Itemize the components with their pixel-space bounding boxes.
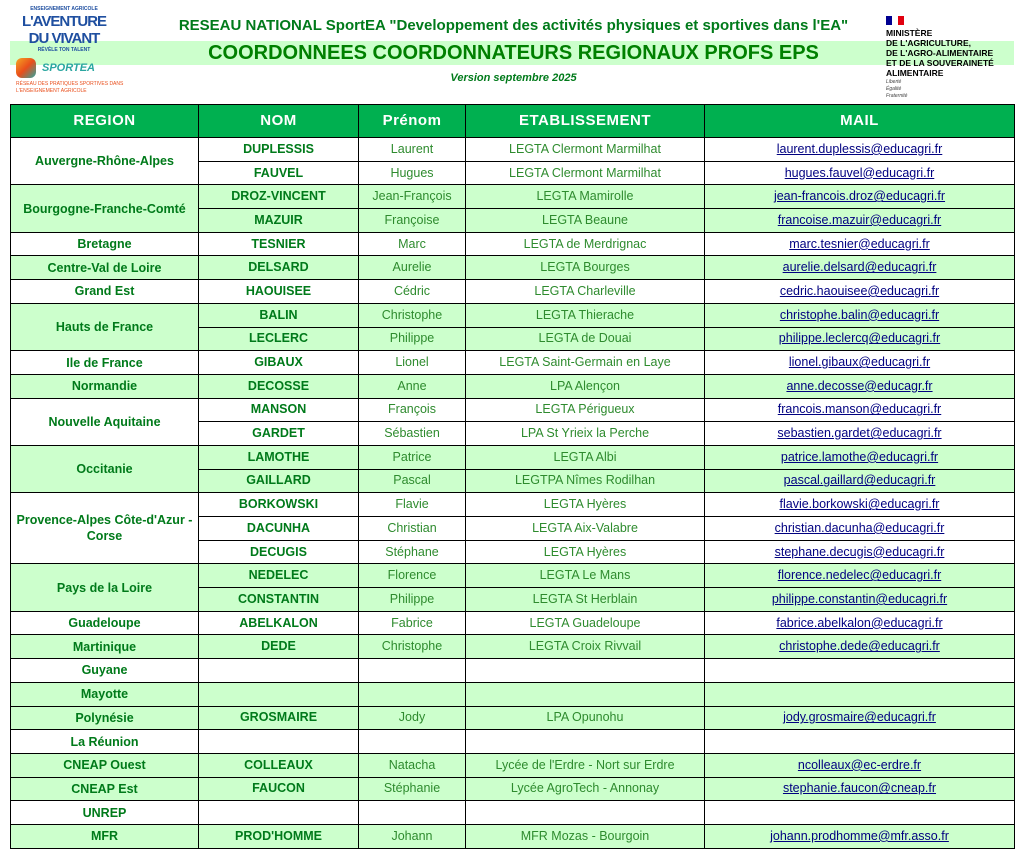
mail-link[interactable]: fabrice.abelkalon@educagri.fr (705, 611, 1015, 635)
prenom-cell: Fabrice (359, 611, 466, 635)
table-row (11, 801, 1015, 825)
nom-cell: TESNIER (199, 232, 359, 256)
mail-link[interactable]: stephane.decugis@educagri.fr (705, 540, 1015, 564)
table-row (11, 303, 1015, 327)
sportea-logo (16, 58, 126, 102)
etab-cell (466, 801, 705, 825)
table-row (11, 824, 1015, 848)
nom-cell: DELSARD (199, 256, 359, 280)
etab-cell: LEGTA Guadeloupe (466, 611, 705, 635)
mail-link[interactable]: christophe.balin@educagri.fr (705, 303, 1015, 327)
nom-cell: DACUNHA (199, 517, 359, 541)
nom-cell: DROZ-VINCENT (199, 185, 359, 209)
nom-cell: MANSON (199, 398, 359, 422)
etab-cell: LEGTA Beaune (466, 209, 705, 233)
mail-link[interactable]: florence.nedelec@educagri.fr (705, 564, 1015, 588)
table-row (11, 280, 1015, 304)
column-header-prenom: Prénom (359, 105, 466, 138)
mail-link[interactable]: stephanie.faucon@cneap.fr (705, 777, 1015, 801)
prenom-cell: Anne (359, 374, 466, 398)
nom-cell: ABELKALON (199, 611, 359, 635)
etab-cell: LEGTA Croix Rivvail (466, 635, 705, 659)
etab-cell (466, 682, 705, 706)
mail-link[interactable]: johann.prodhomme@mfr.asso.fr (705, 824, 1015, 848)
nom-cell: LAMOTHE (199, 445, 359, 469)
nom-cell: BORKOWSKI (199, 493, 359, 517)
prenom-cell: Christian (359, 517, 466, 541)
nom-cell: DECOSSE (199, 374, 359, 398)
nom-cell: DEDE (199, 635, 359, 659)
etab-cell: Lycée de l'Erdre - Nort sur Erdre (466, 753, 705, 777)
column-header-mail: MAIL (705, 105, 1015, 138)
coordinators-table (10, 104, 1015, 849)
etab-cell: LEGTPA Nîmes Rodilhan (466, 469, 705, 493)
sportea-subtitle: RÉSEAU DES PRATIQUES SPORTIVES DANS L'ENSEIGNEMENT AGRICOLE (16, 81, 126, 95)
logo-tagline: RÉVÈLE TON TALENT (37, 47, 91, 53)
prenom-cell: Jody (359, 706, 466, 730)
nom-cell: GIBAUX (199, 351, 359, 375)
prenom-cell: Cédric (359, 280, 466, 304)
prenom-cell: Flavie (359, 493, 466, 517)
mail-link[interactable]: hugues.fauvel@educagri.fr (705, 161, 1015, 185)
network-title: RESEAU NATIONAL SportEA "Developpement des activités physiques et sportives dans l'EA" (178, 17, 849, 34)
table-row (11, 185, 1015, 209)
mail-link[interactable]: pascal.gaillard@educagri.fr (705, 469, 1015, 493)
prenom-cell: Patrice (359, 445, 466, 469)
table-row (11, 777, 1015, 801)
nom-cell: BALIN (199, 303, 359, 327)
nom-cell (199, 730, 359, 754)
mail-link[interactable]: jody.grosmaire@educagri.fr (705, 706, 1015, 730)
mail-link[interactable]: ncolleaux@ec-erdre.fr (705, 753, 1015, 777)
table-row (11, 232, 1015, 256)
ministry-line: DE L'AGRO-ALIMENTAIRE (886, 48, 994, 58)
region-cell: Centre-Val de Loire (11, 256, 199, 280)
table-row (11, 398, 1015, 422)
prenom-cell: Stéphanie (359, 777, 466, 801)
prenom-cell: Johann (359, 824, 466, 848)
logo-main-text-2: DU VIVANT (28, 30, 100, 47)
table-row (11, 256, 1015, 280)
region-cell: Mayotte (11, 682, 199, 706)
mail-link[interactable]: marc.tesnier@educagri.fr (705, 232, 1015, 256)
etab-cell: LEGTA de Merdrignac (466, 232, 705, 256)
etab-cell: LEGTA Le Mans (466, 564, 705, 588)
nom-cell (199, 659, 359, 683)
ministry-line: ET DE LA SOUVERAINETÉ (886, 58, 994, 68)
prenom-cell: Marc (359, 232, 466, 256)
prenom-cell: Florence (359, 564, 466, 588)
etab-cell: LPA St Yrieix la Perche (466, 422, 705, 446)
ministry-motto: Liberté (886, 79, 902, 85)
table-row (11, 611, 1015, 635)
prenom-cell: Philippe (359, 588, 466, 612)
etab-cell: LEGTA Bourges (466, 256, 705, 280)
version-label: Version septembre 2025 (450, 72, 577, 84)
ministry-motto: Fraternité (886, 93, 908, 99)
mail-link[interactable]: anne.decosse@educagr.fr (705, 374, 1015, 398)
french-flag-icon (886, 16, 904, 25)
nom-cell: MAZUIR (199, 209, 359, 233)
table-row (11, 682, 1015, 706)
prenom-cell: Françoise (359, 209, 466, 233)
region-cell: Polynésie (11, 706, 199, 730)
etab-cell: LEGTA de Douai (466, 327, 705, 351)
nom-cell (199, 682, 359, 706)
region-cell: Grand Est (11, 280, 199, 304)
mail-link[interactable]: laurent.duplessis@educagri.fr (705, 138, 1015, 162)
etab-cell: LEGTA Charleville (466, 280, 705, 304)
prenom-cell: Lionel (359, 351, 466, 375)
etab-cell: LEGTA Périgueux (466, 398, 705, 422)
ministry-line: ALIMENTAIRE (886, 68, 944, 78)
etab-cell: LEGTA Aix-Valabre (466, 517, 705, 541)
etab-cell: LEGTA Clermont Marmilhat (466, 161, 705, 185)
etab-cell: LEGTA Albi (466, 445, 705, 469)
prenom-cell: Sébastien (359, 422, 466, 446)
nom-cell: FAUVEL (199, 161, 359, 185)
prenom-cell: François (359, 398, 466, 422)
prenom-cell: Laurent (359, 138, 466, 162)
prenom-cell: Hugues (359, 161, 466, 185)
sportea-name: SPORTEA (42, 62, 95, 74)
table-row (11, 351, 1015, 375)
mail-link[interactable]: francois.manson@educagri.fr (705, 398, 1015, 422)
page-title: COORDONNEES COORDONNATEURS REGIONAUX PROFS EPS (208, 42, 819, 64)
prenom-cell (359, 659, 466, 683)
ministry-line: DE L'AGRICULTURE, (886, 38, 971, 48)
region-cell: UNREP (11, 801, 199, 825)
etab-cell: LEGTA Clermont Marmilhat (466, 138, 705, 162)
region-cell: Provence-Alpes Côte-d'Azur - Corse (11, 493, 199, 564)
nom-cell: LECLERC (199, 327, 359, 351)
ministry-line: MINISTÈRE (886, 28, 933, 38)
sportea-emblem-icon (16, 58, 36, 78)
region-cell: MFR (11, 824, 199, 848)
nom-cell: DECUGIS (199, 540, 359, 564)
nom-cell (199, 801, 359, 825)
column-header-nom: NOM (199, 105, 359, 138)
mail-link[interactable]: christophe.dede@educagri.fr (705, 635, 1015, 659)
table-row (11, 753, 1015, 777)
mail-link[interactable]: sebastien.gardet@educagri.fr (705, 422, 1015, 446)
etab-cell: LEGTA St Herblain (466, 588, 705, 612)
prenom-cell: Christophe (359, 303, 466, 327)
column-header-region: REGION (11, 105, 199, 138)
nom-cell: PROD'HOMME (199, 824, 359, 848)
prenom-cell: Natacha (359, 753, 466, 777)
table-row (11, 493, 1015, 517)
region-cell: Ile de France (11, 351, 199, 375)
region-cell: CNEAP Est (11, 777, 199, 801)
etab-cell: MFR Mozas - Bourgoin (466, 824, 705, 848)
region-cell: Occitanie (11, 445, 199, 492)
logo-small-text: ENSEIGNEMENT AGRICOLE (30, 6, 98, 12)
region-cell: Hauts de France (11, 303, 199, 350)
table-row (11, 730, 1015, 754)
nom-cell: GROSMAIRE (199, 706, 359, 730)
nom-cell: DUPLESSIS (199, 138, 359, 162)
etab-cell: Lycée AgroTech - Annonay (466, 777, 705, 801)
region-cell: Pays de la Loire (11, 564, 199, 611)
prenom-cell (359, 682, 466, 706)
prenom-cell: Pascal (359, 469, 466, 493)
region-cell: Martinique (11, 635, 199, 659)
mail-link[interactable]: aurelie.delsard@educagri.fr (705, 256, 1015, 280)
prenom-cell: Jean-François (359, 185, 466, 209)
mail-cell (705, 801, 1015, 825)
etab-cell: LPA Alençon (466, 374, 705, 398)
nom-cell: CONSTANTIN (199, 588, 359, 612)
region-cell: Normandie (11, 374, 199, 398)
mail-link[interactable]: philippe.constantin@educagri.fr (705, 588, 1015, 612)
region-cell: Bourgogne-Franche-Comté (11, 185, 199, 232)
prenom-cell: Stéphane (359, 540, 466, 564)
prenom-cell: Aurelie (359, 256, 466, 280)
mail-link[interactable]: philippe.leclercq@educagri.fr (705, 327, 1015, 351)
region-cell: Auvergne-Rhône-Alpes (11, 138, 199, 185)
table-row (11, 138, 1015, 162)
etab-cell: LEGTA Thierache (466, 303, 705, 327)
mail-link[interactable]: francoise.mazuir@educagri.fr (705, 209, 1015, 233)
region-cell: La Réunion (11, 730, 199, 754)
mail-link[interactable]: jean-francois.droz@educagri.fr (705, 185, 1015, 209)
nom-cell: GAILLARD (199, 469, 359, 493)
nom-cell: NEDELEC (199, 564, 359, 588)
aventure-du-vivant-logo (16, 6, 112, 54)
region-cell: Guyane (11, 659, 199, 683)
nom-cell: GARDET (199, 422, 359, 446)
prenom-cell: Philippe (359, 327, 466, 351)
mail-link[interactable]: patrice.lamothe@educagri.fr (705, 445, 1015, 469)
table-header-row (11, 105, 1015, 138)
etab-cell (466, 659, 705, 683)
table-row (11, 564, 1015, 588)
etab-cell (466, 730, 705, 754)
etab-cell: LPA Opunohu (466, 706, 705, 730)
mail-cell (705, 659, 1015, 683)
region-cell: Bretagne (11, 232, 199, 256)
region-cell: Guadeloupe (11, 611, 199, 635)
table-row (11, 635, 1015, 659)
region-cell: Nouvelle Aquitaine (11, 398, 199, 445)
table-row (11, 374, 1015, 398)
nom-cell: HAOUISEE (199, 280, 359, 304)
column-header-etablissement: ETABLISSEMENT (466, 105, 705, 138)
etab-cell: LEGTA Hyères (466, 540, 705, 564)
prenom-cell (359, 801, 466, 825)
mail-link[interactable]: lionel.gibaux@educagri.fr (705, 351, 1015, 375)
ministry-logo (886, 16, 1011, 100)
prenom-cell (359, 730, 466, 754)
mail-link[interactable]: cedric.haouisee@educagri.fr (705, 280, 1015, 304)
nom-cell: FAUCON (199, 777, 359, 801)
table-row (11, 706, 1015, 730)
prenom-cell: Christophe (359, 635, 466, 659)
etab-cell: LEGTA Hyères (466, 493, 705, 517)
logo-main-text: L'AVENTURE (21, 13, 107, 30)
mail-link[interactable]: christian.dacunha@educagri.fr (705, 517, 1015, 541)
region-cell: CNEAP Ouest (11, 753, 199, 777)
etab-cell: LEGTA Mamirolle (466, 185, 705, 209)
table-row (11, 659, 1015, 683)
mail-cell (705, 682, 1015, 706)
nom-cell: COLLEAUX (199, 753, 359, 777)
mail-cell (705, 730, 1015, 754)
etab-cell: LEGTA Saint-Germain en Laye (466, 351, 705, 375)
mail-link[interactable]: flavie.borkowski@educagri.fr (705, 493, 1015, 517)
table-row (11, 445, 1015, 469)
ministry-motto: Égalité (886, 86, 902, 92)
